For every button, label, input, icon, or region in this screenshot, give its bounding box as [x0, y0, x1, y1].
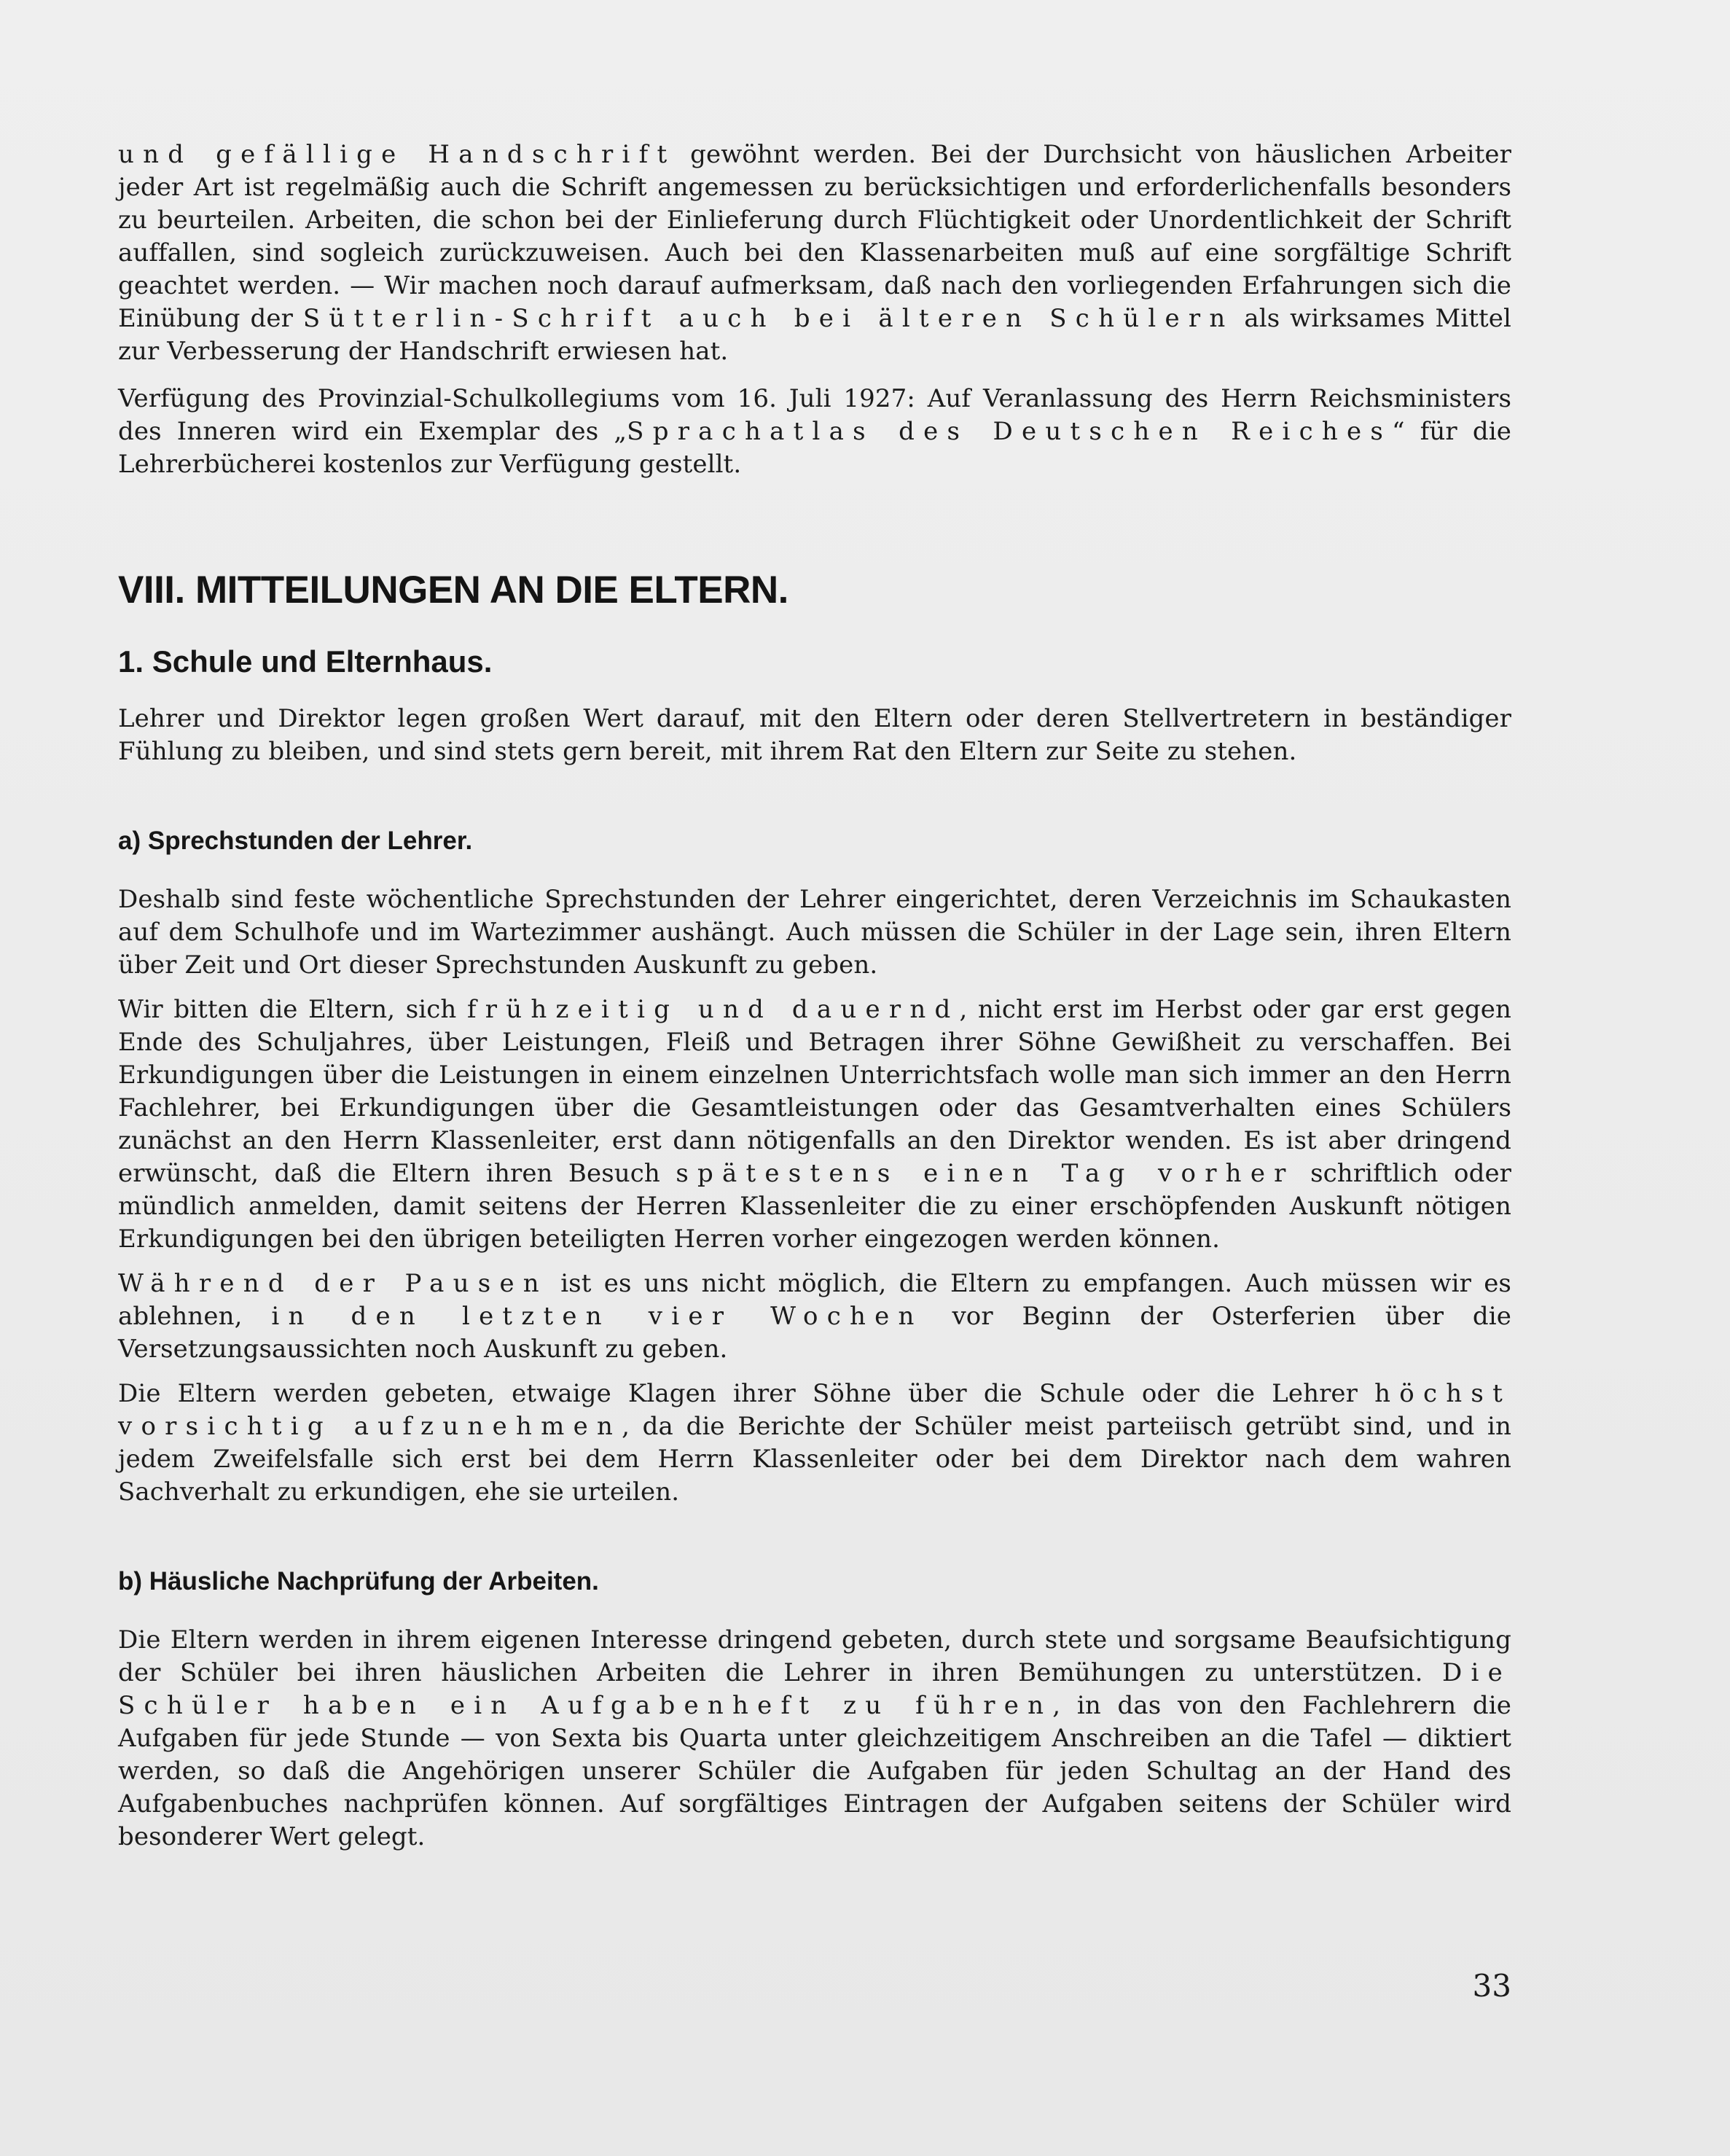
- spaced-emphasis: in den letzten vier Wochen: [271, 1302, 923, 1331]
- subheading-office-hours: a) Sprechstunden der Lehrer.: [118, 827, 473, 855]
- subsection-heading: 1. Schule und Elternhaus.: [118, 644, 493, 679]
- spaced-emphasis: Während der Pausen: [118, 1269, 548, 1298]
- paragraph-homework: Die Eltern werden in ihrem eigenen Interesse dringend gebeten, durch stete und sorgsame Beaufsichtigung der Schüler bei ihren häuslichen Arbeiten die Lehrer in ihren Bemühungen zu unterstützen. Die Schüler haben ein Aufgabenheft zu führen, in das von den Fachlehrern die Aufgaben für jede Stunde — von Sexta bis Quarta unter gleichzeitigem Anschreiben an die Tafel — diktiert werden, so daß die Angehörigen unserer Schüler die Aufgaben für jeden Schultag an der Hand des Aufgabenbuches nachprüfen können. Auf sorgfältiges Eintragen der Aufgaben seitens der Schüler wird besonderer Wert gelegt.: [118, 1625, 1511, 1851]
- spaced-emphasis: Sütterlin-Schrift auch bei älteren Schülern: [302, 304, 1234, 333]
- paragraph-inquiries: Wir bitten die Eltern, sich frühzeitig und dauernd, nicht erst im Herbst oder gar erst gegen Ende des Schuljahres, über Leistungen, Fleiß und Betragen ihrer Söhne Gewißheit zu verschaffen. Bei Erkundigungen über die Leistungen in einem einzelnen Unterrichtsfach wolle man sich immer an den Herrn Fachlehrer, bei Erkundigungen über die Gesamtleistungen oder das Gesamtverhalten eines Schülers zunächst an den Herrn Klassenleiter, erst dann nötigenfalls an den Direktor wenden. Es ist aber dringend erwünscht, daß die Eltern ihren Besuch spätestens einen Tag vorher schriftlich oder mündlich anmelden, damit seitens der Herren Klassenleiter die zu einer erschöpfenden Auskunft nötigen Erkundigungen bei den übrigen beteiligten Herren vorher eingezogen werden können.: [118, 995, 1512, 1254]
- paragraph-breaks: Während der Pausen ist es uns nicht möglich, die Eltern zu empfangen. Auch müssen wir es ablehnen, in den letzten vier Wochen vor Beginn der Osterferien über die Versetzungsaussichten noch Auskunft zu geben.: [118, 1269, 1511, 1364]
- subheading-homework: b) Häusliche Nachprüfung der Arbeiten.: [118, 1567, 599, 1595]
- paragraph-complaints: Die Eltern werden gebeten, etwaige Klagen ihrer Söhne über die Schule oder die Lehrer höchst vorsichtig aufzunehmen, da die Berichte der Schüler meist parteiisch getrübt sind, und in jedem Zweifelsfalle sich erst bei dem Herrn Klassenleiter oder bei dem Direktor nach dem wahren Sachverhalt zu erkundigen, ehe sie urteilen.: [118, 1379, 1511, 1507]
- spaced-emphasis: und gefällige Handschrift: [118, 140, 676, 169]
- paragraph-handwriting: und gefällige Handschrift gewöhnt werden. Bei der Durchsicht von häuslichen Arbeiter jeder Art ist regelmäßig auch die Schrift angemessen zu berücksichtigen und erforderlichenfalls besonders zu beurteilen. Arbeiten, die schon bei der Einlieferung durch Flüchtigkeit oder Unordentlichkeit der Schrift auffallen, sind sogleich zurückzuweisen. Auch bei den Klassenarbeiten muß auf eine sorgfältige Schrift geachtet werden. — Wir machen noch darauf aufmerksam, daß nach den vorliegenden Erfahrungen sich die Einübung der Sütterlin-Schrift auch bei älteren Schülern als wirksames Mittel zur Verbesserung der Handschrift erwiesen hat.: [118, 140, 1511, 366]
- section-heading: VIII. MITTEILUNGEN AN DIE ELTERN.: [118, 569, 788, 612]
- spaced-emphasis: frühzeitig und dauernd: [466, 995, 960, 1024]
- page-content: [118, 138, 1511, 1854]
- spaced-emphasis: Sprachatlas des Deutschen Reiches: [627, 417, 1393, 446]
- paragraph-school-home: Lehrer und Direktor legen großen Wert darauf, mit den Eltern oder deren Stellvertretern in beständiger Fühlung zu bleiben, und sind stets gern bereit, mit ihrem Rat den Eltern zur Seite zu stehen.: [118, 704, 1511, 766]
- spaced-emphasis: Die Schüler haben ein Aufgabenheft zu führen: [118, 1658, 1511, 1720]
- page-number: 33: [1472, 1968, 1511, 2004]
- spaced-emphasis: spätestens einen Tag vorher: [676, 1159, 1295, 1188]
- paragraph-decree: Verfügung des Provinzial-Schulkollegiums vom 16. Juli 1927: Auf Veranlassung des Herrn Reichsministers des Inneren wird ein Exemplar des „Sprachatlas des Deutschen Reiches“ für die Lehrerbücherei kostenlos zur Verfügung gestellt.: [118, 384, 1511, 479]
- spaced-emphasis: höchst vorsichtig aufzunehmen: [118, 1379, 1511, 1441]
- paragraph-office-hours: Deshalb sind feste wöchentliche Sprechstunden der Lehrer eingerichtet, deren Verzeichnis im Schaukasten auf dem Schulhofe und im Wartezimmer aushängt. Auch müssen die Schüler in der Lage sein, ihren Eltern über Zeit und Ort dieser Sprechstunden Auskunft zu geben.: [118, 885, 1511, 980]
